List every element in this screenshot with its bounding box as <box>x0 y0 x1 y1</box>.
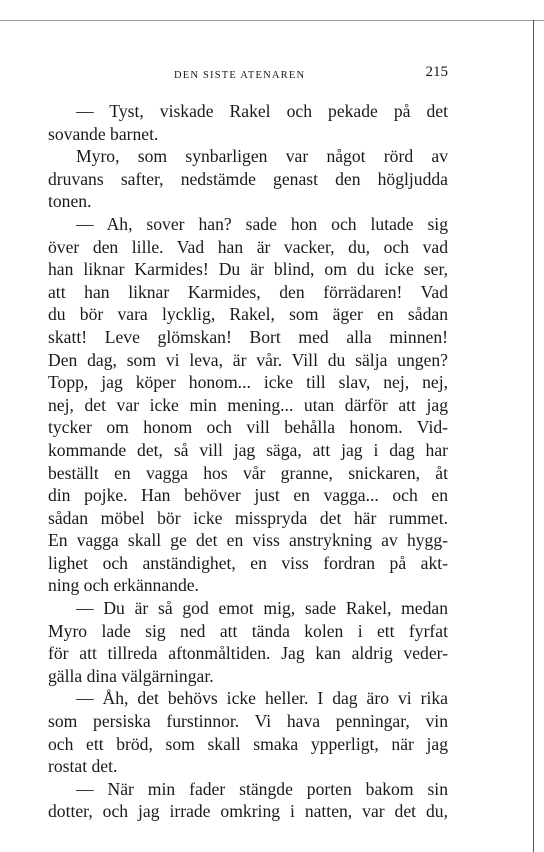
text-line: som persiska furstinnor. Vi hava penningar, vin <box>48 711 448 732</box>
text-line: Myro lade sig ned att tända kolen i ett fyrfat <box>48 620 448 641</box>
page-number: 215 <box>425 64 448 80</box>
text-line: — Tyst, viskade Rakel och pekade på det <box>76 101 448 121</box>
text-line: lighet och anständighet, en viss fordran på akt- <box>48 552 448 573</box>
text-line: Den dag, som vi leva, är vår. Vill du sälja ungen? <box>48 349 448 370</box>
text-line: Myro, som synbarligen var något rörd av <box>76 146 448 167</box>
text-line: — Åh, det behövs icke heller. I dag äro vi rika <box>76 688 448 709</box>
text-line: tycker om honom och vill behålla honom. Vid- <box>48 417 448 438</box>
text-line: skatt! Leve glömskan! Bort med alla minnen! <box>48 326 448 347</box>
running-title: DEN SISTE ATENAREN <box>174 70 306 81</box>
text-line: nej, det var icke min mening... utan därför att jag <box>48 394 448 415</box>
text-line: rostat det. <box>48 756 118 777</box>
text-line: du bör vara lycklig, Rakel, som äger en sådan <box>48 304 448 325</box>
text-line: — Ah, sover han? sade hon och lutade sig <box>76 213 448 234</box>
text-line: — Du är så god emot mig, sade Rakel, medan <box>76 598 448 619</box>
text-line: tonen. <box>48 191 92 212</box>
text-line: beställt en vagga hos vår granne, snickaren, åt <box>48 462 448 483</box>
text-line: din pojke. Han behöver just en vagga... och en <box>48 485 448 506</box>
text-line: sovande barnet. <box>48 123 159 144</box>
text-line: — När min fader stängde porten bakom sin <box>76 778 448 799</box>
text-line: ning och erkännande. <box>48 575 199 596</box>
top-edge-rule <box>0 20 544 21</box>
text-line: över den lille. Vad han är vacker, du, och vad <box>48 236 448 257</box>
text-line: och ett bröd, som skall smaka ypperligt, när jag <box>48 733 448 754</box>
text-line: att han liknar Karmides, den förrädaren! Vad <box>48 281 448 302</box>
text-line: druvans safter, nedstämde genast den högljudda <box>48 168 448 189</box>
text-line: han liknar Karmides! Du är blind, om du icke ser, <box>48 259 448 280</box>
text-line: sådan möbel bör icke misspryda det här rummet. <box>48 507 448 528</box>
text-line: gälla dina välgärningar. <box>48 665 214 686</box>
body-text <box>48 100 448 823</box>
text-line: för att tillreda aftonmåltiden. Jag kan aldrig veder- <box>48 643 448 664</box>
text-line: Topp, jag köper honom... icke till slav, nej, nej, <box>48 372 448 393</box>
text-line: dotter, och jag irrade omkring i natten, var det du, <box>48 801 448 822</box>
page-right-edge <box>533 20 534 852</box>
text-line: kommande det, så vill jag säga, att jag i dag har <box>48 439 448 460</box>
text-line: En vagga skall ge det en viss anstrykning av hygg- <box>48 530 448 551</box>
page-header <box>48 60 448 86</box>
